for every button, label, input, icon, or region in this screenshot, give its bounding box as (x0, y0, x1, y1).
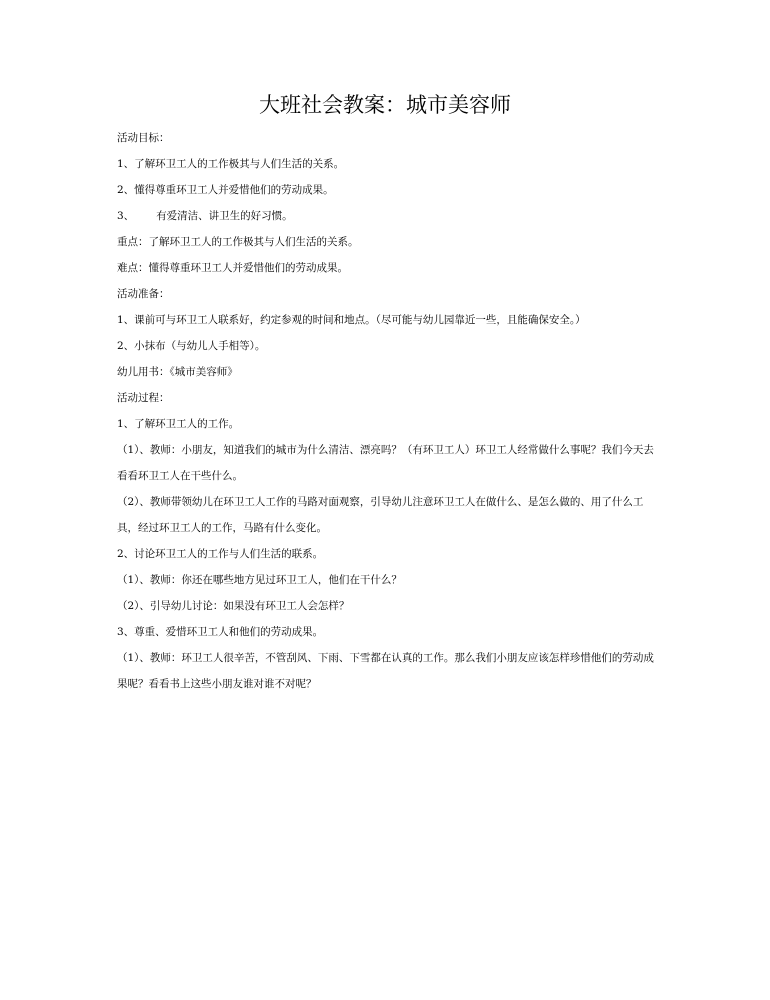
section-heading-preparation: 活动准备： (117, 288, 170, 300)
difficult-point: 难点：懂得尊重环卫工人并爱惜他们的劳动成果。 (117, 262, 348, 274)
document-body (117, 125, 657, 697)
process-step-1-1: （1）、教师：小朋友，知道我们的城市为什么清洁、漂亮吗？（有环卫工人）环卫工人经常做什么事呢？我们今天去看看环卫工人在干些什么。 (117, 444, 654, 482)
process-step-3-1: （1）、教师：环卫工人很辛苦，不管刮风、下雨、下雪都在认真的工作。那么我们小朋友应该怎样珍惜他们的劳动成果呢？看看书上这些小朋友谁对谁不对呢？ (117, 652, 654, 690)
process-step-2: 2、讨论环卫工人的工作与人们生活的联系。 (117, 548, 324, 560)
process-step-1: 1、了解环卫工人的工作。 (117, 418, 240, 430)
process-step-1-2: （2）、教师带领幼儿在环卫工人工作的马路对面观察，引导幼儿注意环卫工人在做什么、是怎么做的、用了什么工具，经过环卫工人的工作，马路有什么变化。 (117, 496, 644, 534)
goal-item-3-text: 有爱清洁、讲卫生的好习惯。 (156, 210, 293, 222)
section-heading-goals: 活动目标： (117, 132, 170, 144)
document-title: 大班社会教案：城市美容师 (259, 93, 511, 117)
goal-item-3-number: 3、 (117, 210, 135, 222)
process-step-2-1: （1）、教师：你还在哪些地方见过环卫工人，他们在干什么？ (117, 574, 402, 586)
goal-item-3 (117, 203, 657, 229)
preparation-item-1: 1、课前可与环卫工人联系好，约定参观的时间和地点。（尽可能与幼儿园靠近一些，且能确保安全。） (117, 314, 586, 326)
goal-item-2: 2、懂得尊重环卫工人并爱惜他们的劳动成果。 (117, 184, 334, 196)
key-point: 重点：了解环卫工人的工作极其与人们生活的关系。 (117, 236, 359, 248)
process-step-2-2: （2）、引导幼儿讨论：如果没有环卫工人会怎样？ (117, 600, 350, 612)
process-step-3: 3、尊重、爱惜环卫工人和他们的劳动成果。 (117, 626, 324, 638)
children-book: 幼儿用书：《城市美容师》 (117, 366, 238, 378)
section-heading-process: 活动过程： (117, 392, 170, 404)
goal-item-1: 1、了解环卫工人的工作极其与人们生活的关系。 (117, 158, 345, 170)
preparation-item-2: 2、小抹布（与幼儿人手相等）。 (117, 340, 266, 352)
